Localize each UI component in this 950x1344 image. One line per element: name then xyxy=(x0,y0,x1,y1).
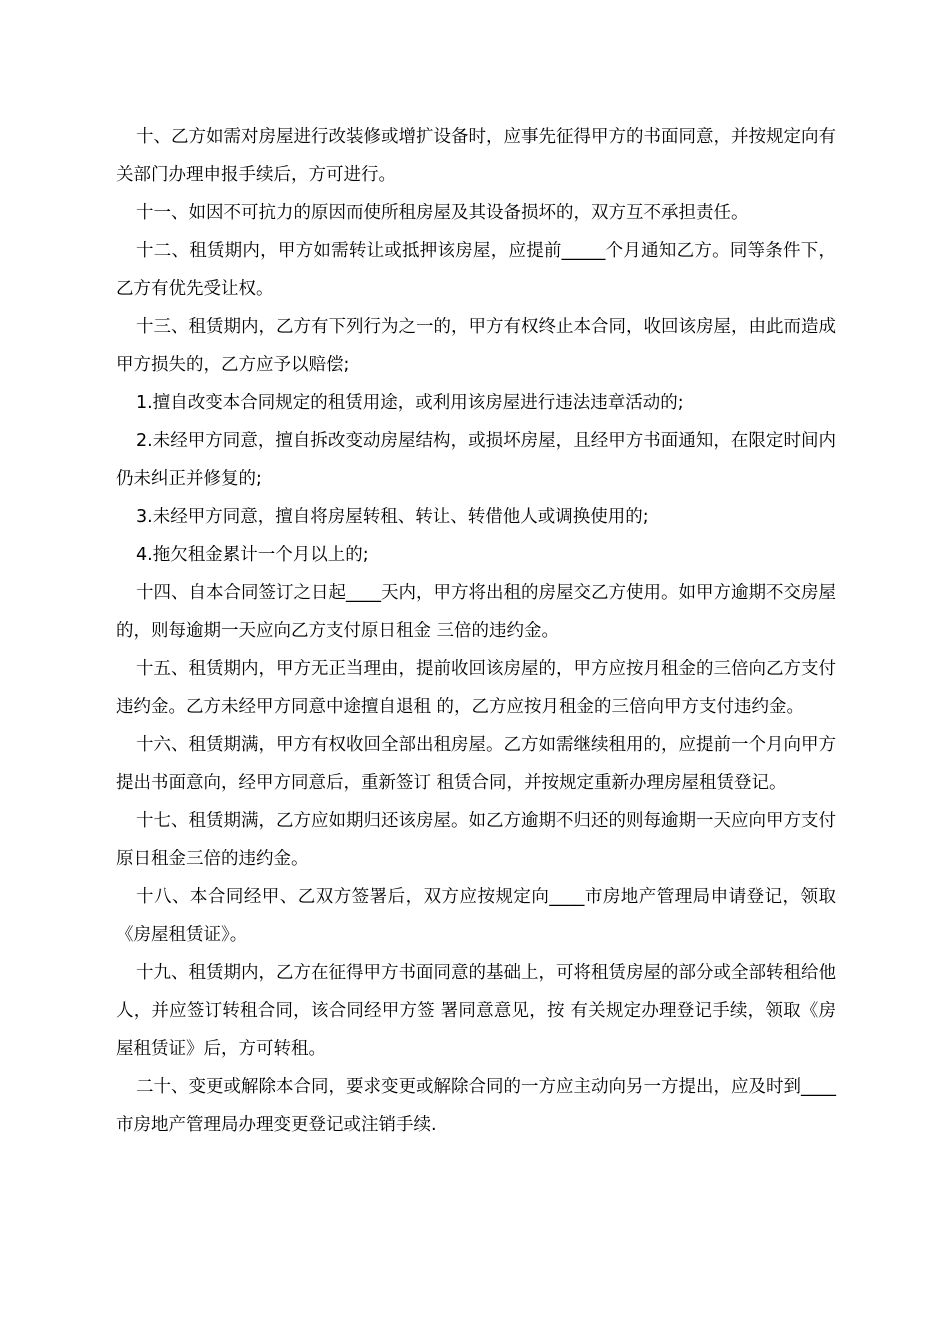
clause-15: 十五、租赁期内，甲方无正当理由，提前收回该房屋的，甲方应按月租金的三倍向乙方支付违约金。乙方未经甲方同意中途擅自退租 的，乙方应按月租金的三倍向甲方支付违约金。 xyxy=(116,659,836,717)
clause-13: 十三、租赁期内，乙方有下列行为之一的，甲方有权终止本合同，收回该房屋，由此而造成甲方损失的，乙方应予以赔偿; xyxy=(116,317,836,375)
clause-14: 十四、自本合同签订之日起____天内，甲方将出租的房屋交乙方使用。如甲方逾期不交房屋的，则每逾期一天应向乙方支付原日租金 三倍的违约金。 xyxy=(116,583,836,641)
document-body xyxy=(116,118,836,1144)
clause-19: 十九、租赁期内，乙方在征得甲方书面同意的基础上，可将租赁房屋的部分或全部转租给他人，并应签订转租合同，该合同经甲方签 署同意意见，按 有关规定办理登记手续，领取《房屋租赁证》后，方可转租。 xyxy=(116,963,836,1059)
clause-13-item-3: 3.未经甲方同意，擅自将房屋转租、转让、转借他人或调换使用的; xyxy=(136,507,649,527)
clause-13-item-4: 4.拖欠租金累计一个月以上的; xyxy=(136,545,369,565)
clause-13-item-1: 1.擅自改变本合同规定的租赁用途，或利用该房屋进行违法违章活动的; xyxy=(136,393,684,413)
clause-16: 十六、租赁期满，甲方有权收回全部出租房屋。乙方如需继续租用的，应提前一个月向甲方提出书面意向，经甲方同意后，重新签订 租赁合同，并按规定重新办理房屋租赁登记。 xyxy=(116,735,836,793)
clause-11: 十一、如因不可抗力的原因而使所租房屋及其设备损坏的，双方互不承担责任。 xyxy=(136,203,749,223)
clause-13-item-2: 2.未经甲方同意，擅自拆改变动房屋结构，或损坏房屋，且经甲方书面通知，在限定时间内仍未纠正并修复的; xyxy=(116,431,836,489)
clause-20: 二十、变更或解除本合同，要求变更或解除合同的一方应主动向另一方提出，应及时到____市房地产管理局办理变更登记或注销手续. xyxy=(116,1077,836,1135)
clause-10: 十、乙方如需对房屋进行改装修或增扩设备时，应事先征得甲方的书面同意，并按规定向有关部门办理申报手续后，方可进行。 xyxy=(116,127,836,185)
clause-17: 十七、租赁期满，乙方应如期归还该房屋。如乙方逾期不归还的则每逾期一天应向甲方支付原日租金三倍的违约金。 xyxy=(116,811,836,869)
clause-18: 十八、本合同经甲、乙双方签署后，双方应按规定向____市房地产管理局申请登记，领取《房屋租赁证》。 xyxy=(116,887,836,945)
clause-12: 十二、租赁期内，甲方如需转让或抵押该房屋，应提前_____个月通知乙方。同等条件下，乙方有优先受让权。 xyxy=(116,241,836,299)
